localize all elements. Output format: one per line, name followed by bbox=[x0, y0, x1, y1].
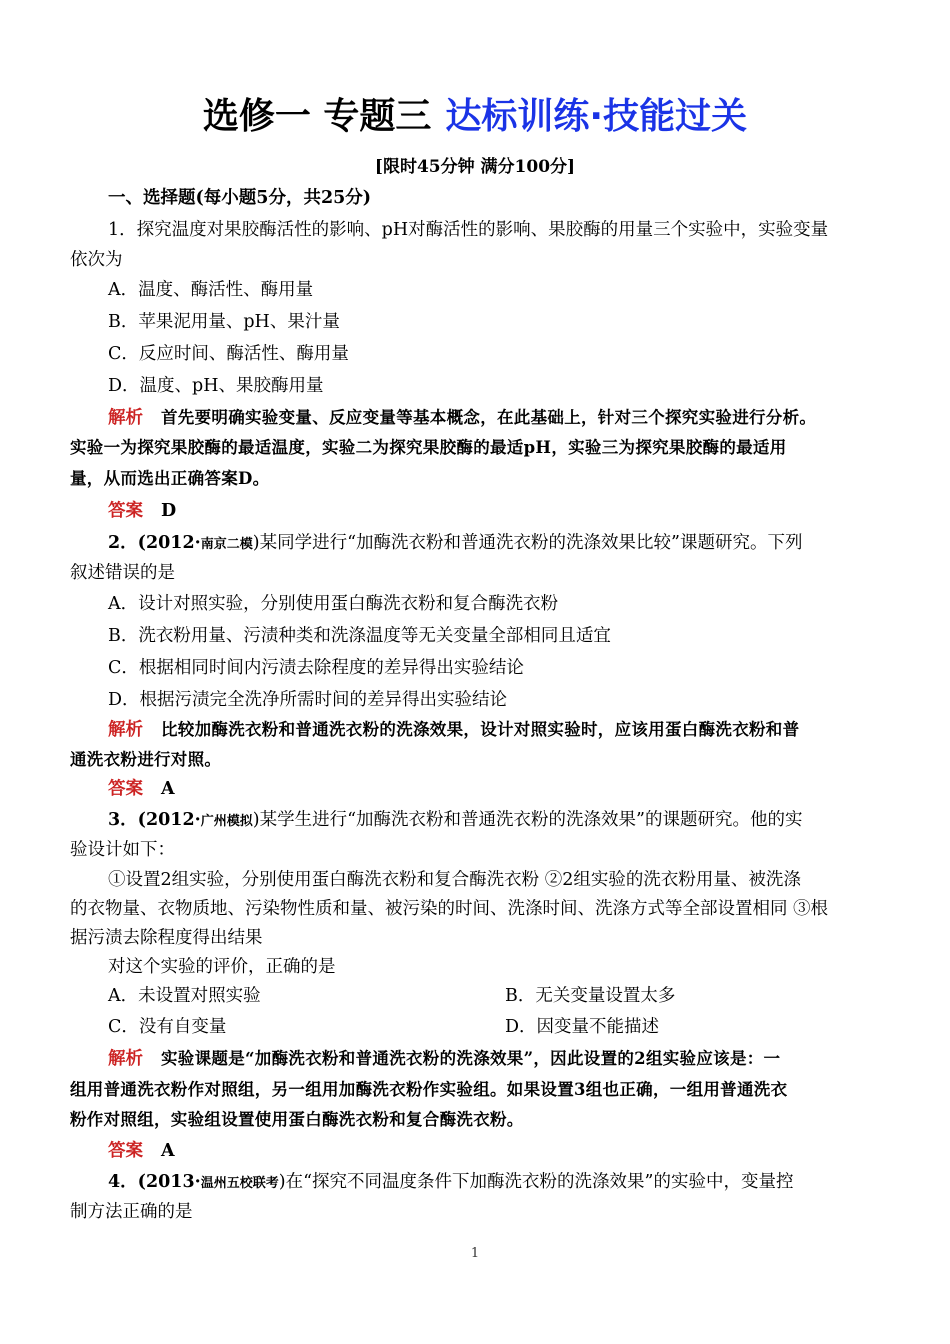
q3-option-a: A．未设置对照实验 bbox=[108, 986, 261, 1006]
q4-stem-text: )在“探究不同温度条件下加酶洗衣粉的洗涤效果”的实验中，变量控 bbox=[278, 1172, 794, 1192]
q3-stem-text: )某学生进行“加酶洗衣粉和普通洗衣粉的洗涤效果”的课题研究。他的实 bbox=[252, 810, 803, 830]
q4-stem-line2: 制方法正确的是 bbox=[70, 1202, 193, 1222]
q2-source: 南京二模 bbox=[200, 537, 253, 552]
q2-explanation-line2: 通洗衣粉进行对照。 bbox=[70, 750, 222, 769]
q2-explanation-line1 bbox=[108, 716, 920, 744]
time-score-limit: [限时45分钟 满分100分] bbox=[374, 157, 576, 177]
q2-option-a: A．设计对照实验，分别使用蛋白酶洗衣粉和复合酶洗衣粉 bbox=[108, 594, 559, 614]
q2-stem-line1 bbox=[108, 529, 920, 559]
q1-explanation-line3: 量，从而选出正确答案D。 bbox=[70, 469, 270, 488]
q3-explanation-line1 bbox=[108, 1045, 920, 1073]
q4-source: 温州五校联考 bbox=[200, 1176, 279, 1191]
q2-answer-value: A bbox=[161, 779, 175, 799]
q3-design-line2: 的衣物量、衣物质地、污染物性质和量、被污染的时间、洗涤时间、洗涤方式等全部设置相同 ③根 bbox=[70, 899, 829, 919]
q1-option-c: C．反应时间、酶活性、酶用量 bbox=[108, 344, 349, 364]
q2-jiexi-label: 解析 bbox=[108, 720, 143, 740]
q1-option-b: B．苹果泥用量、pH、果汁量 bbox=[108, 312, 340, 332]
q3-answer-value: A bbox=[161, 1141, 175, 1161]
q2-number: 2．(2012· bbox=[108, 533, 201, 553]
q3-answer-label: 答案 bbox=[108, 1141, 143, 1161]
q3-question: 对这个实验的评价，正确的是 bbox=[108, 957, 336, 977]
q4-number: 4．(2013· bbox=[108, 1172, 201, 1192]
q1-stem-line1: 1．探究温度对果胶酶活性的影响、pH对酶活性的影响、果胶酶的用量三个实验中，实验变量 bbox=[108, 220, 829, 240]
q3-option-c: C．没有自变量 bbox=[108, 1017, 227, 1037]
q1-explanation-line1 bbox=[108, 404, 920, 432]
q3-stem-line1 bbox=[108, 806, 920, 836]
section-heading: 一、选择题(每小题5分，共25分) bbox=[108, 188, 372, 208]
q3-option-d: D．因变量不能描述 bbox=[505, 1017, 660, 1037]
title-part-1: 选修一 专题三 bbox=[202, 96, 432, 137]
q2-option-b: B．洗衣粉用量、污渍种类和洗涤温度等无关变量全部相同且适宜 bbox=[108, 626, 611, 646]
q2-answer-label: 答案 bbox=[108, 779, 143, 799]
q4-stem-line1 bbox=[108, 1168, 920, 1198]
page-number: 1 bbox=[470, 1246, 480, 1261]
q1-explanation-line2: 实验一为探究果胶酶的最适温度，实验二为探究果胶酶的最适pH，实验三为探究果胶酶的最适用 bbox=[70, 438, 787, 457]
q3-explanation-line3: 粉作对照组，实验组设置使用蛋白酶洗衣粉和复合酶洗衣粉。 bbox=[70, 1110, 524, 1129]
q3-option-b: B．无关变量设置太多 bbox=[505, 986, 676, 1006]
q1-option-a: A．温度、酶活性、酶用量 bbox=[108, 280, 314, 300]
q1-option-d: D．温度、pH、果胶酶用量 bbox=[108, 376, 324, 396]
title-part-2: 达标训练·技能过关 bbox=[445, 96, 748, 137]
page-title bbox=[0, 90, 950, 144]
q3-jiexi-label: 解析 bbox=[108, 1049, 143, 1069]
q2-expl-text1: 比较加酶洗衣粉和普通洗衣粉的洗涤效果，设计对照实验时，应该用蛋白酶洗衣粉和普 bbox=[161, 720, 800, 739]
q3-expl-text1: 实验课题是“加酶洗衣粉和普通洗衣粉的洗涤效果”，因此设置的2组实验应该是：一 bbox=[161, 1049, 781, 1068]
q3-answer bbox=[108, 1137, 920, 1165]
q3-design-line1: ①设置2组实验，分别使用蛋白酶洗衣粉和复合酶洗衣粉 ②2组实验的洗衣粉用量、被洗涤 bbox=[108, 870, 801, 890]
q1-answer-label: 答案 bbox=[108, 501, 143, 521]
q3-number: 3．(2012· bbox=[108, 810, 201, 830]
q3-design-line3: 据污渍去除程度得出结果 bbox=[70, 928, 263, 948]
q2-option-d: D．根据污渍完全洗净所需时间的差异得出实验结论 bbox=[108, 690, 508, 710]
q1-stem-line2: 依次为 bbox=[70, 250, 123, 270]
q1-answer-value: D bbox=[161, 501, 177, 521]
q1-expl-text1: 首先要明确实验变量、反应变量等基本概念，在此基础上，针对三个探究实验进行分析。 bbox=[161, 408, 817, 427]
q2-answer bbox=[108, 775, 920, 803]
q3-explanation-line2: 组用普通洗衣粉作对照组，另一组用加酶洗衣粉作实验组。如果设置3组也正确，一组用普通洗衣 bbox=[70, 1080, 788, 1099]
q3-stem-line2: 验设计如下： bbox=[70, 840, 175, 860]
q2-stem-line2: 叙述错误的是 bbox=[70, 563, 175, 583]
q1-answer bbox=[108, 497, 920, 525]
q1-jiexi-label: 解析 bbox=[108, 408, 143, 428]
q2-stem-text: )某同学进行“加酶洗衣粉和普通洗衣粉的洗涤效果比较”课题研究。下列 bbox=[252, 533, 803, 553]
q2-option-c: C．根据相同时间内污渍去除程度的差异得出实验结论 bbox=[108, 658, 524, 678]
q3-source: 广州模拟 bbox=[200, 814, 253, 829]
